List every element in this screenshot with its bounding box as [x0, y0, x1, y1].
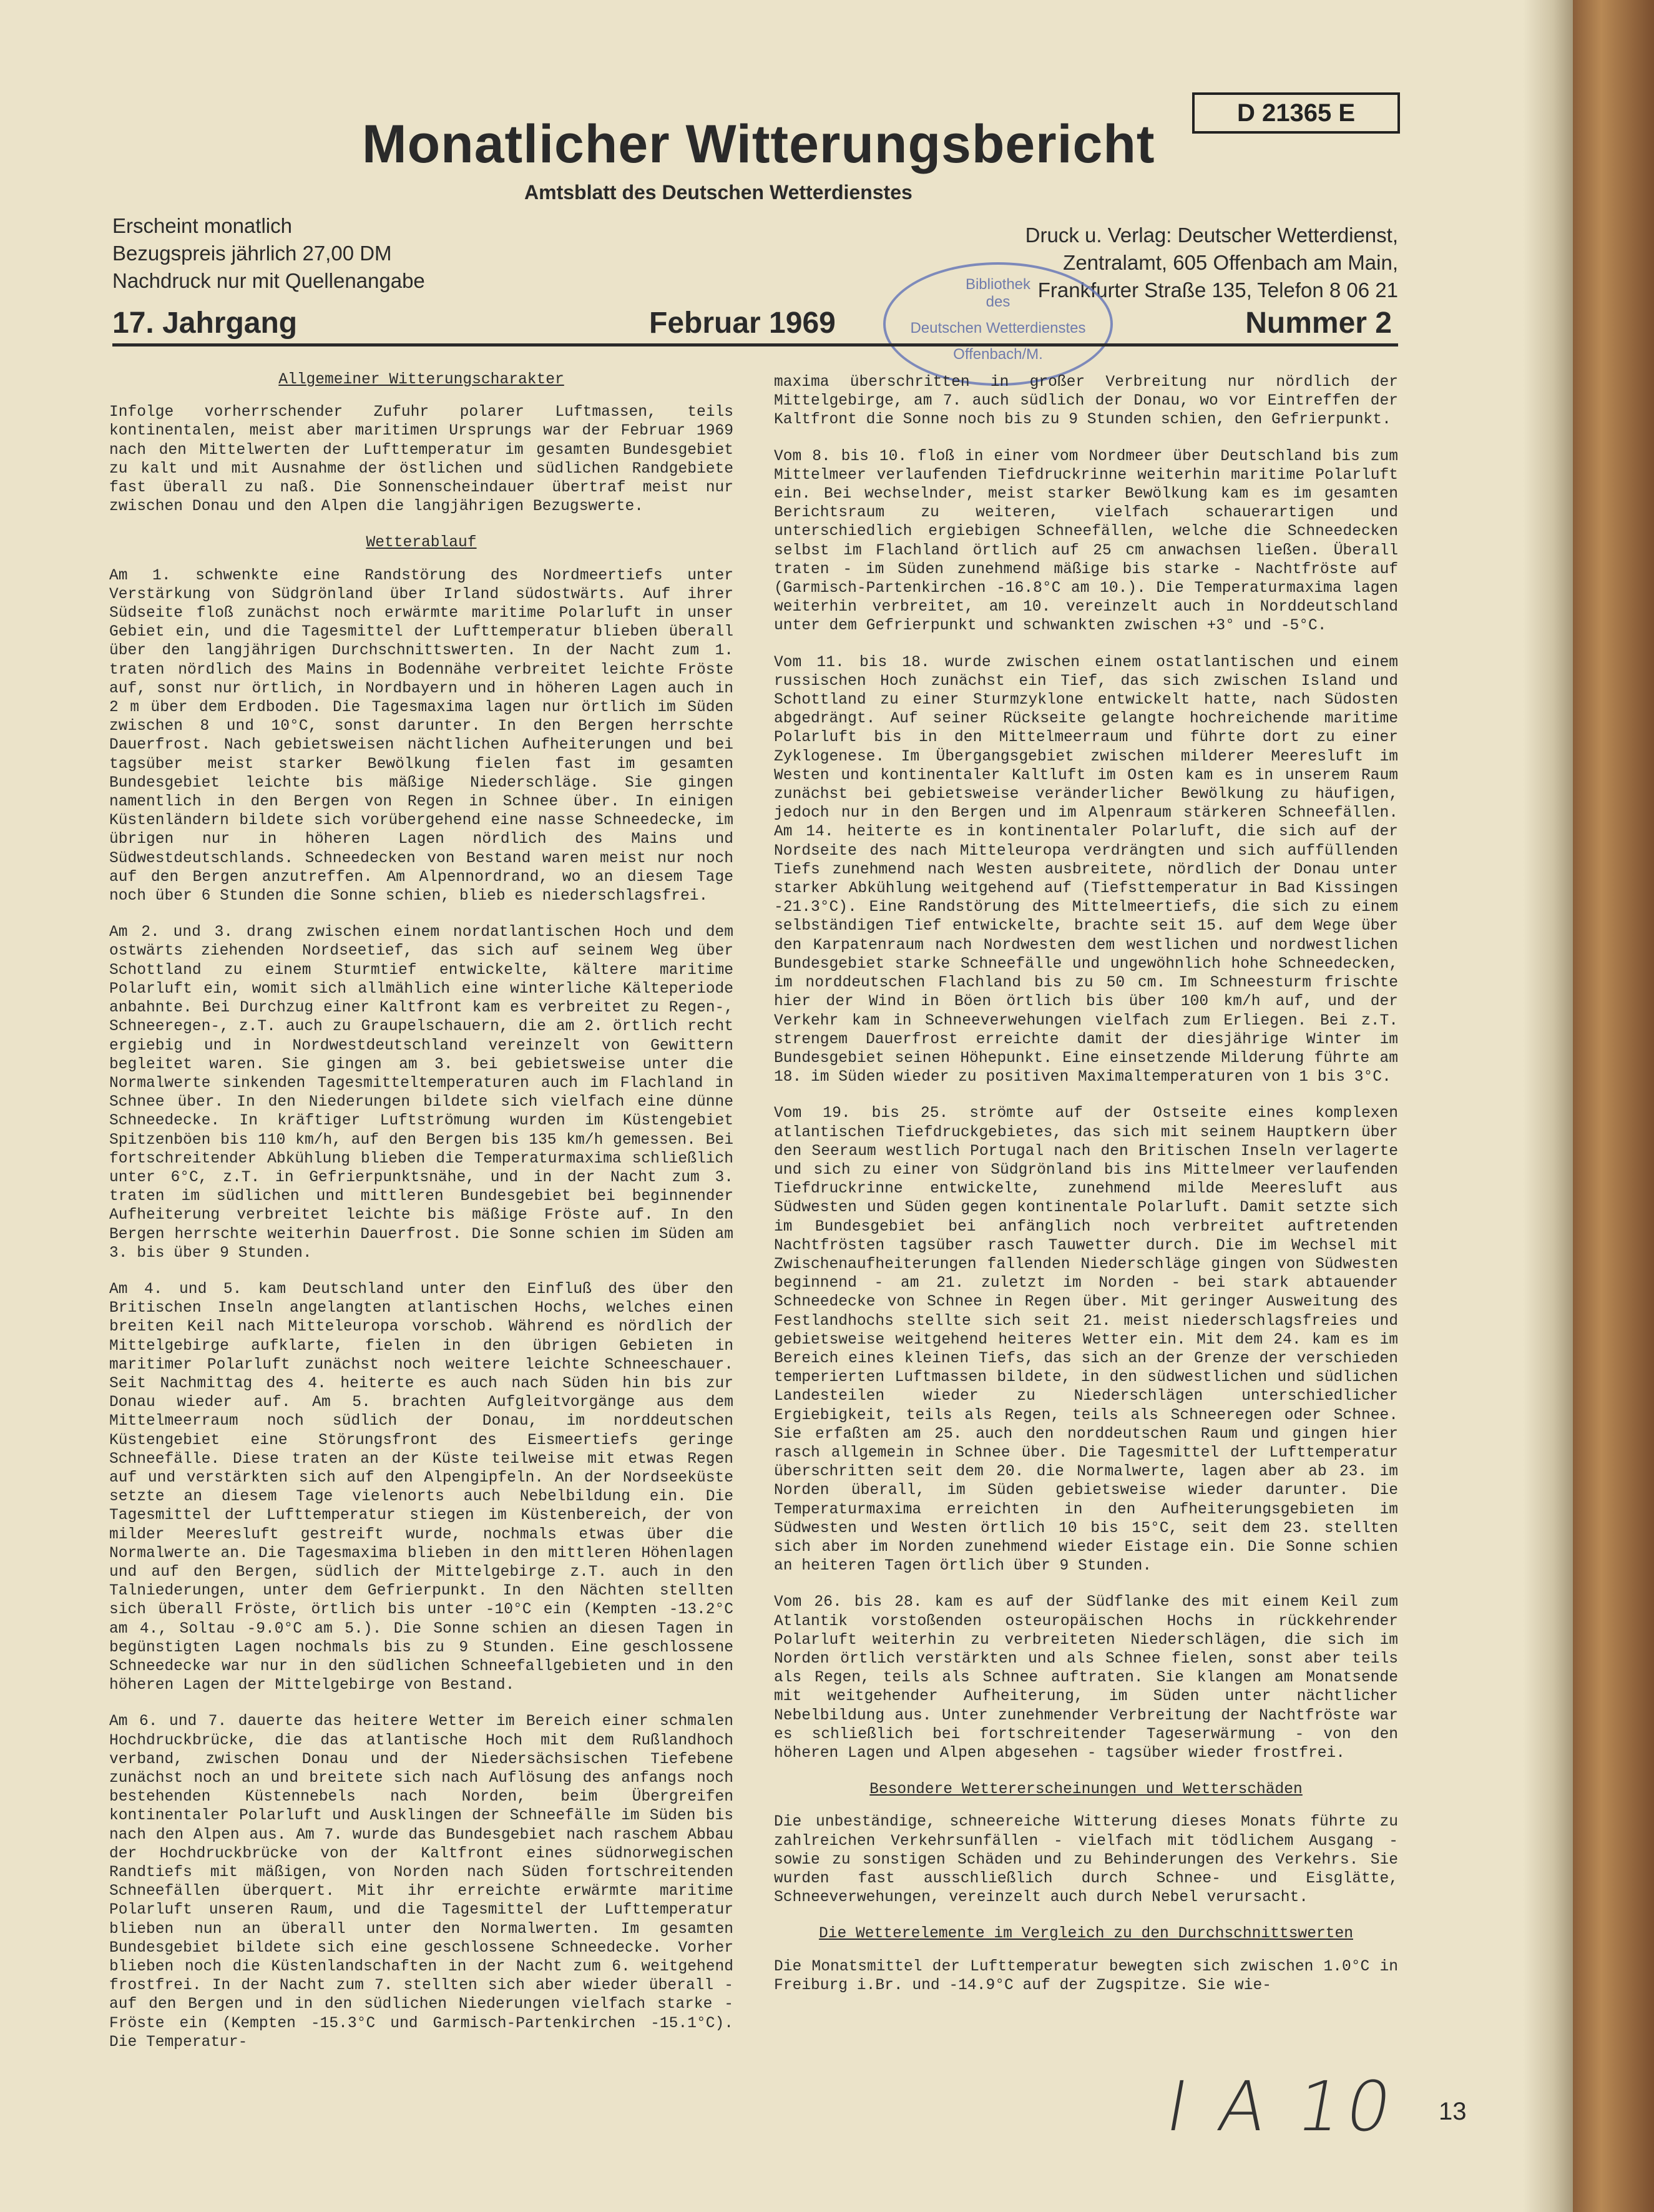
page-gutter — [1523, 0, 1573, 2212]
document-id-box: D 21365 E — [1192, 92, 1400, 134]
stamp-line: Deutschen Wetterdienstes — [910, 320, 1086, 337]
paragraph: Am 1. schwenkte eine Randstörung des Nordmeertiefs unter Verstärkung von Südgrönland über Irland südostwärts. Auf ihrer Südseite floß zunächst noch erwärmte maritime Polarluft in unser Gebiet ein, und die Tagesmittel der Lufttemperatur blieben überall über den langjährigen Durchschnittswerten. In der Nacht zum 1. traten nördlich des Mains in Bodennähe verbreitet leichte Fröste auf, sonst nur örtlich, in Nordbayern und in höheren Lagen auch in 2 m über dem Erdboden. Die Tagesmaxima lagen nur örtlich im Süden zwischen 8 und 10°C, sonst darunter. In den Bergen herrschte Dauerfrost. Nach gebietsweisen nächtlichen Aufheiterungen und bei tagsüber meist starker Bewölkung fielen fast im gesamten Bundesgebiet leichte bis mäßige Niederschläge. Sie gingen namentlich in den Bergen von Regen in Schnee über. In einigen Küstenländern bildete sich vorübergehend eine nasse Schneedecke, im übrigen nur in höheren Lagen nördlich des Mains und Südwestdeutschlands. Schneedecken von Bestand waren meist nur noch auf den Bergen anzutreffen. Am Alpennordrand, wo an diesem Tage noch über 6 Stunden die Sonne schien, blieb es niederschlagsfrei. — [109, 567, 733, 905]
paragraph: Infolge vorherrschender Zufuhr polarer Luftmassen, teils kontinentalen, meist aber maritimen Ursprungs war der Februar 1969 nach den Mittelwerten der Lufttemperatur im gesamten Bundesgebiet zu kalt und mit Ausnahme der östlichen und südlichen Randgebiete fast überall zu naß. Die Sonnenscheindauer übertraf meist nur zwischen Donau und den Alpen die langjährigen Bezugswerte. — [109, 404, 733, 516]
paragraph: Am 6. und 7. dauerte das heitere Wetter im Bereich einer schmalen Hochdruckbrücke, die das atlantische Hoch mit dem Rußlandhoch verband, zwischen Donau und der Niedersächsischen Tiefebene zunächst noch an und breitete sich nach Auflösung des anfangs noch bestehenden Küstennebels nach Norden, beim Übergreifen kontinentaler Polarluft und Ausklingen der Schneefälle im Süden bis nach den Alpen aus. Am 7. wurde das Bundesgebiet nach raschem Abbau der Hochdruckbrücke von der Kaltfront eines südnorwegischen Randtiefs mit mäßigen, von Norden nach Süden fortschreitenden Schneefällen überquert. Mit ihr erreichte erwärmte maritime Polarluft unseren Raum, und die Tagesmittel der Lufttemperatur blieben nun an überall unter den Normalwerten. Im gesamten Bundesgebiet bildete sich eine geschlossene Schneedecke. Vorher blieben noch die Küstenlandschaften in der Nacht zum 6. weitgehend frostfrei. In der Nacht zum 7. stellten sich aber wieder überall - auf den Bergen und in den südlichen Niederungen vielfach starke - Fröste ein (Kempten -15.3°C und Garmisch-Partenkirchen -15.1°C). Die Temperatur- — [109, 1713, 733, 2051]
section-heading: Wetterablauf — [366, 534, 477, 552]
stamp-line: Bibliothek — [965, 276, 1031, 293]
paragraph: Vom 19. bis 25. strömte auf der Ostseite eines komplexen atlantischen Tiefdruckgebietes, das sich mit seinem Hauptkern über den Seeraum westlich Portugal nach den Britischen Inseln verlagerte und sich zu einer von Südgrönland bis ins Mittelmeer verlaufenden Tiefdruckrinne entwickelte, zunehmend milde Meeresluft aus Südwesten und Süden gegen kontinentale Polarluft. Damit setzte sich im Bundesgebiet bei anfänglich noch verbreitet auftretenden Nachtfrösten tagsüber rasch Tauwetter durch. Die im Wechsel mit Zwischenaufheiterungen fallenden Niederschläge gingen von Südwesten beginnend - am 21. zuletzt im Norden - bei stark abtauender Schneedecke von Schnee in Regen über. Mit geringer Ausweitung des Festlandhochs stellte sich seit 21. meist niederschlagsfreies und gebietsweise weitgehend heiteres Wetter ein. Mit dem 24. kam es im Bereich eines kleinen Tiefs, das sich an der Grenze der verschieden temperierten Luftmassen bildete, in den südwestlichen und südlichen Landesteilen wieder zu Niederschlägen unterschiedlicher Ergiebigkeit, teils als Regen, teils als Schneeregen oder Schnee. Sie erfaßten am 25. auch den norddeutschen Raum und gingen hier rasch allgemein in Schnee über. Die Tagesmittel der Lufttemperatur überschritten seit dem 20. die Normalwerte, lagen aber ab 23. im Norden überall, im Süden gebietsweise wieder darunter. Die Temperaturmaxima erreichten in den Aufheiterungsgebieten im Südwesten und Westen örtlich 10 bis 15°C, seit dem 23. stellten sich aber im Norden zunehmend wieder Eistage ein. Die Sonne schien an heiteren Tagen örtlich über 9 Stunden. — [774, 1105, 1398, 1575]
issue-year: 17. Jahrgang — [112, 307, 298, 340]
left-column — [109, 368, 733, 2070]
paragraph: Vom 8. bis 10. floß in einer vom Nordmeer über Deutschland bis zum Mittelmeer verlaufenden Tiefdruckrinne weiterhin maritime Polarluft ein. Bei wechselnder, meist starker Bewölkung kam es im gesamten Berichtsraum zu weiteren, vielfach schauerartigen und unterschiedlich ergiebigen Schneefällen, welche die Schneedecken selbst im Flachland örtlich auf 25 cm anwachsen ließen. Überall traten - im Süden zunehmend mäßige bis starke - Nachtfröste auf (Garmisch-Partenkirchen -16.8°C am 10.). Die Temperaturmaxima lagen weiterhin verbreitet, am 10. vereinzelt auch in Norddeutschland unter dem Gefrierpunkt und schwankten zwischen +3° und -5°C. — [774, 448, 1398, 635]
stamp-line: Offenbach/M. — [953, 346, 1043, 363]
paragraph: Die unbeständige, schneereiche Witterung dieses Monats führte zu zahlreichen Verkehrsunfällen - vielfach mit tödlichem Ausgang - sowie zu sonstigen Schäden und zu Behinderungen des Verkehrs. Sie wurden fast ausschließlich durch Schnee- und Eisglätte, Schneeverwehungen, vereinzelt auch durch Nebel verursacht. — [774, 1814, 1398, 1907]
paragraph: Die Monatsmittel der Lufttemperatur bewegten sich zwischen 1.0°C in Freiburg i.Br. und -14.9°C auf der Zugspitze. Sie wie- — [774, 1958, 1398, 1994]
paragraph: Vom 26. bis 28. kam es auf der Südflanke des mit einem Keil zum Atlantik vorstoßenden osteuropäischen Hochs in rückkehrender Polarluft weiterhin zu verbreiteten Niederschlägen, die sich im Norden örtlich verstärkten und als Schnee fielen, sonst aber teils als Regen, teils als Schnee auftraten. Sie klangen am Monatsende mit weitgehender Aufheiterung, im Süden unter nächtlicher Nebelbildung aus. Unter zunehmender Verbreitung der Nachtfröste war es schließlich bei fortschreitender Tageserwärmung - von den höheren Lagen und Alpen abgesehen - tagsüber wieder frostfrei. — [774, 1594, 1398, 1762]
book-spine — [1573, 0, 1654, 2212]
publication-info — [112, 212, 549, 295]
info-line: Druck u. Verlag: Deutscher Wetterdienst, — [1025, 224, 1398, 247]
handwritten-signature: I A 10 — [1160, 2067, 1402, 2146]
stamp-line: des — [986, 293, 1011, 310]
paragraph: maxima überschritten in großer Verbreitung nur nördlich der Mittelgebirge, am 7. auch südlich der Donau, wo vor Eintreffen der Kaltfront die Sonne noch bis zu 9 Stunden schien, den Gefrierpunkt. — [774, 374, 1398, 429]
paragraph: Vom 11. bis 18. wurde zwischen einem ostatlantischen und einem russischen Hoch zunächst ein Tief, das sich zwischen Island und Schottland zu einer Sturmzyklone entwickelt hatte, nach Südosten abgedrängt. Auf seiner Rückseite gelangte hochreichende maritime Polarluft bis in den Mittelmeerraum und führte dort zu einer Zyklogenese. Im Übergangsgebiet zwischen milderer Meeresluft im Westen und kontinentaler Kaltluft im Osten kam es in unserem Raum zunächst bei gebietsweise veränderlicher Bewölkung zu häufigen, jedoch nur in den Bergen und im Alpenraum stärkeren Schneefällen. Am 14. heiterte es in kontinentaler Polarluft, die sich auf der Nordseite des nach Mitteleuropa verdrängten und sich auffüllenden Tiefs zunehmend nach Westen ausbreitete, nördlich der Donau unter starker Abkühlung weitgehend auf (Tiefsttemperatur in Bad Kissingen -21.3°C). Eine Randstörung des Mittelmeertiefs, die sich zu einem selbständigen Tief entwickelte, brachte seit 15. auf dem Wege über den Karpatenraum nach Nordwesten dem westlichen und nordwestlichen Bundesgebiet starke Schneefälle und ungewöhnlich hohe Schneedecken, im norddeutschen Flachland bis zu 50 cm. Im Schneesturm frischte hier der Wind in Böen örtlich bis über 100 km/h auf, und der Verkehr kam in Schneeverwehungen vielfach zum Erliegen. Bei z.T. strengem Dauerfrost erreichte damit der diesjährige Winter im Bundesgebiet seinen Höhepunkt. Eine einsetzende Milderung führte am 18. im Süden wieder zu positiven Maximaltemperaturen von 1 bis 3°C. — [774, 654, 1398, 1086]
masthead-subtitle: Amtsblatt des Deutschen Wetterdienstes — [524, 181, 913, 204]
page-number: 13 — [1439, 2098, 1467, 2125]
issue-row — [112, 306, 1398, 347]
info-line: Zentralamt, 605 Offenbach am Main, — [1063, 251, 1398, 274]
paragraph: Am 4. und 5. kam Deutschland unter den Einfluß des über den Britischen Inseln angelangten atlantischen Hochs, welches einen breiten Keil nach Mitteleuropa vorschob. Während es nördlich der Mittelgebirge aufklarte, fielen in den übrigen Gebieten in maritimer Polarluft zunächst noch weitere leichte Schneeschauer. Seit Nachmittag des 4. heiterte es auch nach Süden hin bis zur Donau wieder auf. Am 5. brachten Aufgleitvorgänge aus dem Mittelmeerraum noch südlich der Donau, im norddeutschen Küstengebiet eine Störungsfront des Eismeertiefs geringe Schneefälle. Diese traten an der Küste teilweise mit etwas Regen auf und verstärkten sich auf den Alpengipfeln. An der Nordseeküste setzte an diesem Tage vielenorts auch Nebelbildung ein. Die Tagesmittel der Lufttemperatur stiegen im Küstenbereich, der von milder Meeresluft gestreift wurde, nochmals etwas über die Normalwerte an. Die Tagesmaxima blieben in den mittleren Höhenlagen und auf den Bergen, südlich der Mittelgebirge z.T. auch in den Talniederungen, unter dem Gefrierpunkt. In den Nächten stellten sich überall Fröste, örtlich bis unter -10°C ein (Kempten -13.2°C am 4., Soltau -9.0°C am 5.). Die Sonne schien an diesen Tagen in begünstigten Lagen nochmals bis zu 9 Stunden. Eine geschlossene Schneedecke war nur in den südlichen Schneefallgebieten und in den höheren Lagen der Mittelgebirge von Bestand. — [109, 1281, 733, 1694]
info-line: Erscheint monatlich — [112, 214, 292, 237]
section-heading: Besondere Wettererscheinungen und Wetterschäden — [869, 1781, 1303, 1799]
info-line: Frankfurter Straße 135, Telefon 8 06 21 — [1037, 278, 1398, 302]
section-heading: Die Wetterelemente im Vergleich zu den Durchschnittswerten — [818, 1925, 1353, 1943]
info-line: Nachdruck nur mit Quellenangabe — [112, 269, 425, 292]
right-column — [774, 373, 1398, 2013]
masthead-title: Monatlicher Witterungsbericht — [362, 114, 1155, 174]
issue-number: Nummer 2 — [1245, 307, 1392, 340]
issue-month: Februar 1969 — [649, 307, 836, 340]
info-line: Bezugspreis jährlich 27,00 DM — [112, 242, 392, 265]
paragraph: Am 2. und 3. drang zwischen einem nordatlantischen Hoch und dem ostwärts ziehenden Nordseetief, das sich auf seinem Weg über Schottland zu einem Sturmtief entwickelte, kältere maritime Polarluft ein, womit sich allmählich eine winterliche Kälteperiode anbahnte. Bei Durchzug einer Kaltfront kam es verbreitet zu Regen-, Schneeregen-, z.T. auch zu Graupelschauern, die am 2. örtlich recht ergiebig und in Nordwestdeutschland vereinzelt von Gewittern begleitet waren. Sie gingen am 3. bei gebietsweise unter die Normalwerte sinkenden Tagesmitteltemperaturen auch im Flachland in Schnee über. In den Niederungen bildete sich vielfach eine dünne Schneedecke. In kräftiger Luftströmung wurden im Küstengebiet Spitzenböen bis 110 km/h, auf den Bergen bis 135 km/h gemessen. Bei fortschreitender Abkühlung blieben die Temperaturmaxima schließlich unter 6°C, z.T. in Gefrierpunktsnähe, und in der Nacht zum 3. traten im südlichen und mittleren Bundesgebiet bei beginnender Aufheiterung verbreitet leichte bis mäßige Fröste auf. In den Bergen herrschte weiterhin Dauerfrost. Die Sonne schien im Süden am 3. bis über 9 Stunden. — [109, 924, 733, 1262]
section-heading: Allgemeiner Witterungscharakter — [278, 371, 564, 388]
